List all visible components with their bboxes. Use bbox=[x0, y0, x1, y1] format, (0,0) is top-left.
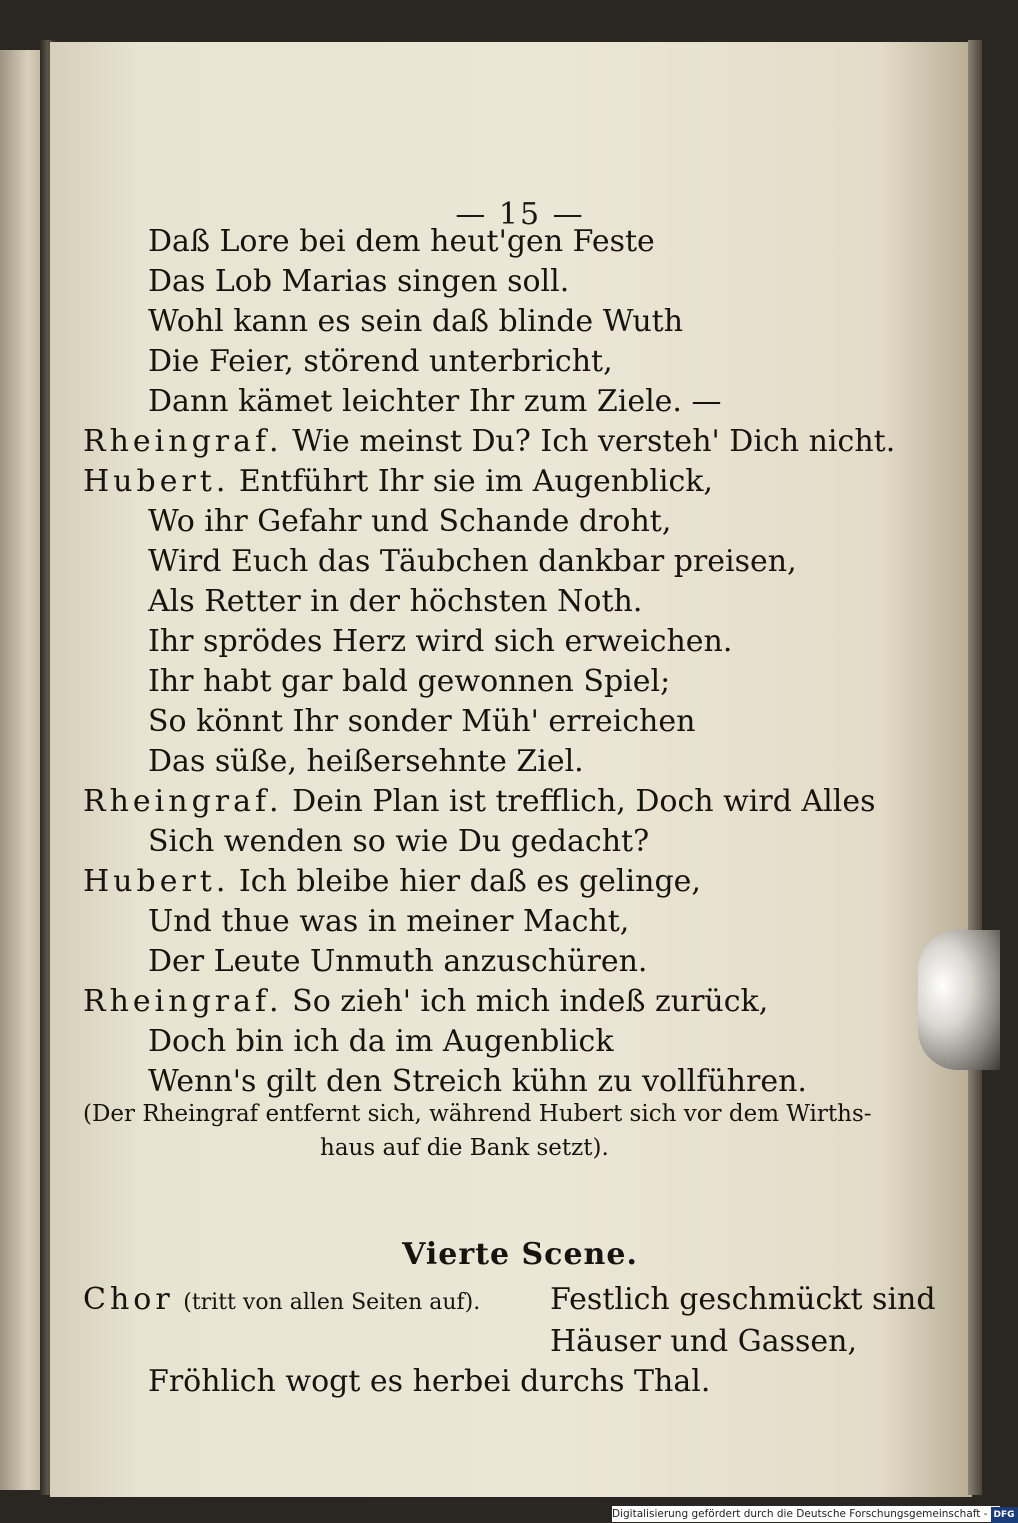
credit-text: Digitalisierung gefördert durch die Deutsche Forschungsgemeinschaft - bbox=[612, 1508, 988, 1520]
verse-line: Dann kämet leichter Ihr zum Ziele. — bbox=[148, 384, 722, 419]
stage-direction: (tritt von allen Seiten auf). bbox=[183, 1290, 481, 1315]
scene-title: Vierte Scene. bbox=[402, 1237, 638, 1272]
dialogue-line bbox=[83, 982, 768, 1022]
verse-line: Wird Euch das Täubchen dankbar preisen, bbox=[148, 544, 797, 579]
verse-line: Und thue was in meiner Macht, bbox=[148, 904, 630, 939]
page-edge bbox=[968, 40, 982, 1495]
page-number: — 15 — bbox=[455, 197, 585, 232]
verse-text: Dein Plan ist trefflich, Doch wird Alles bbox=[292, 784, 876, 819]
speaker-name: Chor bbox=[83, 1282, 174, 1317]
stage-direction: (Der Rheingraf entfernt sich, während Hubert sich vor dem Wirths- bbox=[83, 1101, 872, 1127]
verse-line: Wo ihr Gefahr und Schande droht, bbox=[148, 504, 672, 539]
verse-text: Entführt Ihr sie im Augenblick, bbox=[238, 464, 713, 499]
verse-text: Ich bleibe hier daß es gelinge, bbox=[238, 864, 701, 899]
speaker-name: Hubert. bbox=[83, 464, 230, 499]
speaker-name: Hubert. bbox=[83, 864, 230, 899]
speaker-name: Rheingraf. bbox=[83, 424, 283, 459]
verse-line: Das Lob Marias singen soll. bbox=[148, 264, 570, 299]
speaker-name: Rheingraf. bbox=[83, 984, 283, 1019]
verse-line: Ihr sprödes Herz wird sich erweichen. bbox=[148, 624, 733, 659]
verse-line: Der Leute Unmuth anzuschüren. bbox=[148, 944, 648, 979]
verse-line: Häuser und Gassen, bbox=[550, 1324, 858, 1359]
verse-line: Als Retter in der höchsten Noth. bbox=[148, 584, 643, 619]
dialogue-line bbox=[83, 782, 876, 822]
verse-line: Daß Lore bei dem heut'gen Feste bbox=[148, 224, 655, 259]
clip-tab bbox=[918, 930, 1000, 1070]
verse-line: Das süße, heißersehnte Ziel. bbox=[148, 744, 584, 779]
verse-line: Festlich geschmückt sind bbox=[550, 1282, 936, 1317]
speaker-name: Rheingraf. bbox=[83, 784, 283, 819]
chor-speaker-line bbox=[83, 1280, 480, 1323]
dialogue-line bbox=[83, 422, 895, 462]
verse-line: So könnt Ihr sonder Müh' erreichen bbox=[148, 704, 696, 739]
stage-direction: haus auf die Bank setzt). bbox=[320, 1135, 609, 1161]
verse-line: Die Feier, störend unterbricht, bbox=[148, 344, 613, 379]
dialogue-line bbox=[83, 862, 701, 902]
dialogue-line bbox=[83, 462, 713, 502]
verse-text: So zieh' ich mich indeß zurück, bbox=[292, 984, 769, 1019]
verse-line: Sich wenden so wie Du gedacht? bbox=[148, 824, 650, 859]
dfg-logo: DFG bbox=[991, 1507, 1018, 1523]
verse-text: Wie meinst Du? Ich versteh' Dich nicht. bbox=[292, 424, 896, 459]
verse-line: Doch bin ich da im Augenblick bbox=[148, 1024, 614, 1059]
verse-line: Fröhlich wogt es herbei durchs Thal. bbox=[148, 1364, 711, 1399]
book-page bbox=[50, 42, 972, 1497]
digitization-credit bbox=[612, 1506, 1015, 1522]
verse-line: Ihr habt gar bald gewonnen Spiel; bbox=[148, 664, 671, 699]
verse-line: Wenn's gilt den Streich kühn zu vollführen. bbox=[148, 1064, 807, 1099]
verse-line: Wohl kann es sein daß blinde Wuth bbox=[148, 304, 684, 339]
